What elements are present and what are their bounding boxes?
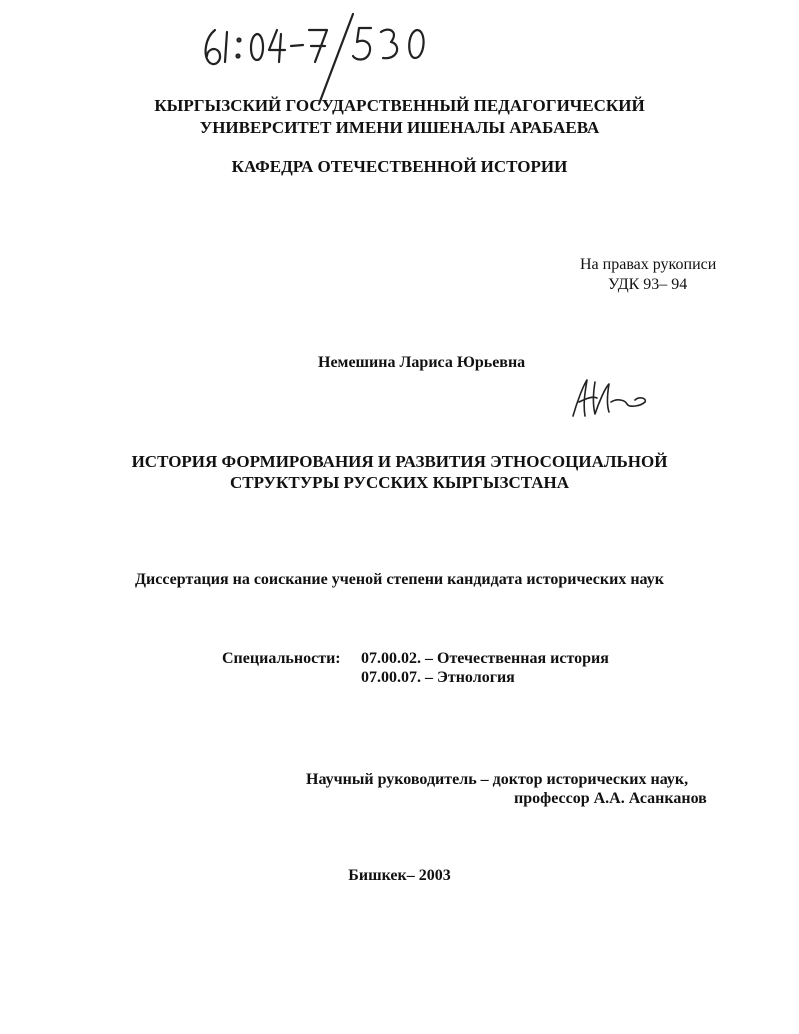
department: КАФЕДРА ОТЕЧЕСТВЕННОЙ ИСТОРИИ: [231, 157, 568, 176]
rights-line-1: На правах рукописи: [580, 256, 717, 273]
specialties-label: Специальности:: [222, 650, 341, 667]
author-signature: [565, 372, 655, 422]
supervisor-line-2: профессор А.А. Асанканов: [514, 790, 707, 807]
rights-note: [580, 255, 760, 295]
thesis-title-line-2: СТРУКТУРЫ РУССКИХ КЫРГЫЗСТАНА: [229, 473, 570, 492]
place-and-year: Бишкек– 2003: [348, 867, 451, 884]
author-name: Немешина Лариса Юрьевна: [318, 354, 526, 371]
institution-line-2: УНИВЕРСИТЕТ ИМЕНИ ИШЕНАЛЫ АРАБАЕВА: [199, 118, 600, 137]
supervisor-line-1: Научный руководитель – доктор исторических наук,: [306, 771, 689, 788]
dissertation-statement: Диссертация на соискание ученой степени кандидата исторических наук: [135, 571, 664, 588]
thesis-title-line-1: ИСТОРИЯ ФОРМИРОВАНИЯ И РАЗВИТИЯ ЭТНОСОЦИАЛЬНОЙ: [131, 452, 668, 471]
specialty-item: 07.00.07. – Этнология: [361, 669, 515, 686]
specialty-item: 07.00.02. – Отечественная история: [361, 650, 609, 667]
institution-line-1: КЫРГЫЗСКИЙ ГОСУДАРСТВЕННЫЙ ПЕДАГОГИЧЕСКИЙ: [154, 96, 645, 115]
udk-code: УДК 93– 94: [608, 276, 688, 293]
